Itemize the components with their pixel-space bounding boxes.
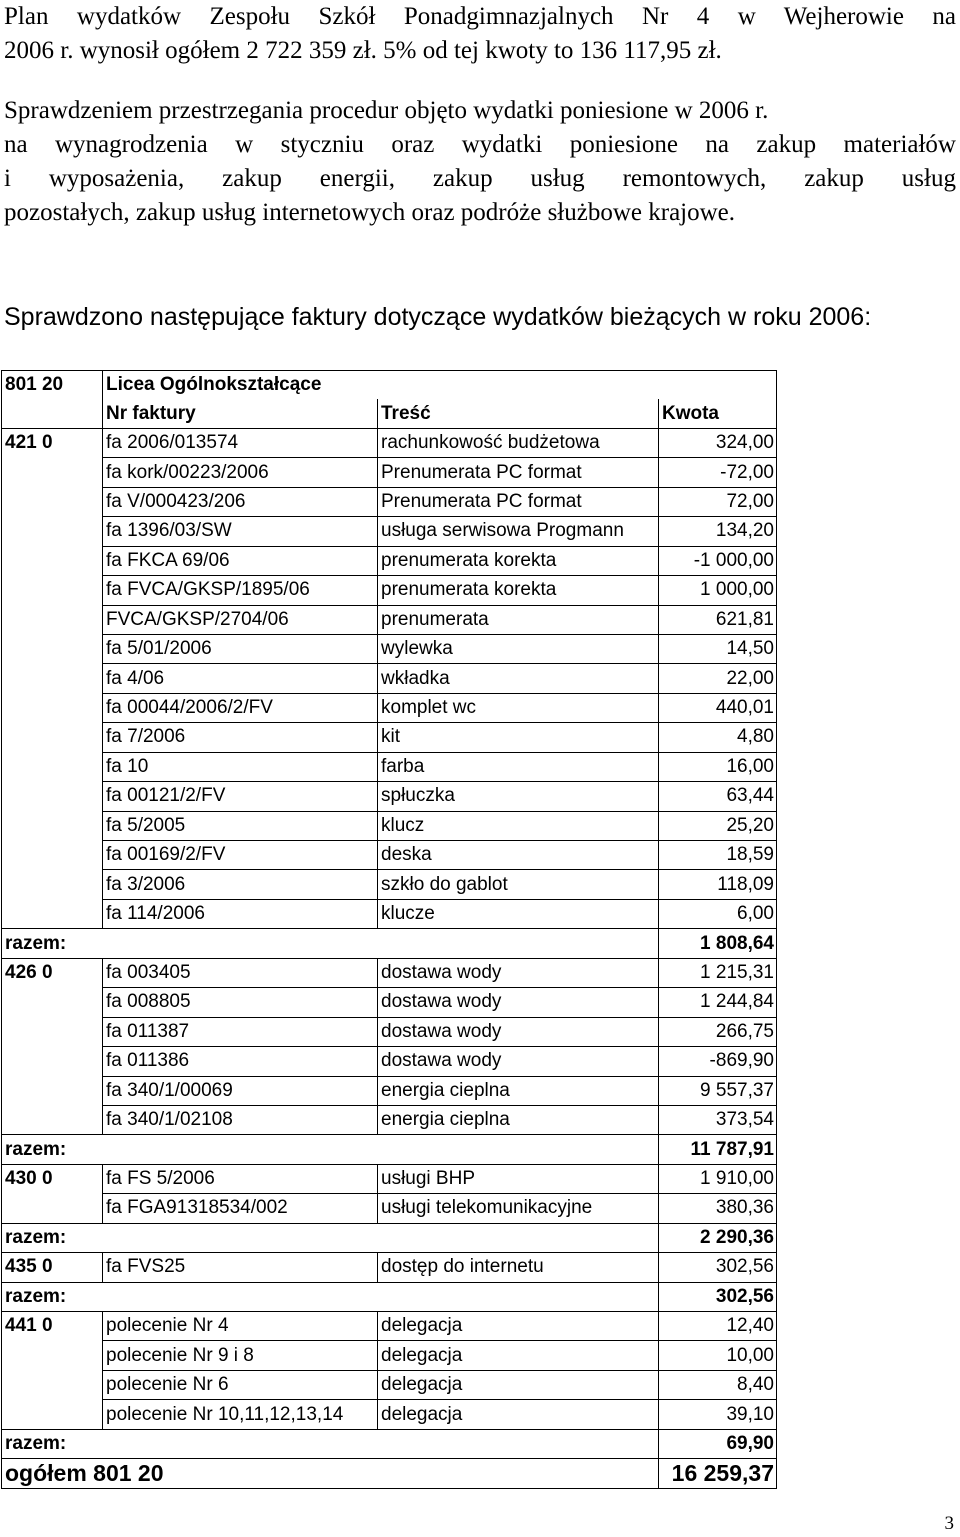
- scope-line: Sprawdzeniem przestrzegania procedur objęto wydatki poniesione w 2006 r.: [4, 97, 769, 124]
- account-code-empty: [2, 1105, 103, 1134]
- invoice-content: wkładka: [378, 664, 659, 693]
- table-row: [2, 634, 777, 663]
- table-row: [2, 811, 777, 840]
- section-total-spacer: [103, 1282, 378, 1311]
- invoices-table: [1, 370, 777, 1489]
- section-total-amount: 2 290,36: [659, 1223, 777, 1252]
- account-code-empty: [2, 546, 103, 575]
- account-code: 430 0: [2, 1164, 103, 1193]
- account-code-empty: [2, 1047, 103, 1076]
- invoice-amount: 39,10: [659, 1400, 777, 1429]
- table-row: [2, 546, 777, 575]
- account-code-empty: [2, 517, 103, 546]
- account-code-empty: [2, 899, 103, 928]
- invoice-amount: 266,75: [659, 1017, 777, 1046]
- invoice-amount: 380,36: [659, 1194, 777, 1223]
- invoice-number: fa 1396/03/SW: [103, 517, 378, 546]
- invoice-content: delegacja: [378, 1370, 659, 1399]
- section-total-spacer: [103, 929, 378, 958]
- invoice-content: prenumerata korekta: [378, 546, 659, 575]
- invoices-table-body: [2, 371, 777, 1489]
- section-total-row: [2, 1282, 777, 1311]
- section-total-amount: 1 808,64: [659, 929, 777, 958]
- invoice-number: fa 2006/013574: [103, 428, 378, 457]
- account-code-empty: [2, 458, 103, 487]
- table-row: [2, 752, 777, 781]
- grand-total-row: [2, 1459, 777, 1488]
- invoice-content: dostawa wody: [378, 1017, 659, 1046]
- invoice-number: fa 011387: [103, 1017, 378, 1046]
- invoice-amount: 18,59: [659, 841, 777, 870]
- section-total-label: razem:: [2, 1429, 103, 1458]
- account-code-empty: [2, 1400, 103, 1429]
- account-code-empty: [2, 782, 103, 811]
- invoice-number: polecenie Nr 10,11,12,13,14: [103, 1400, 378, 1429]
- account-code-empty: [2, 576, 103, 605]
- table-row: [2, 958, 777, 987]
- invoice-content: deska: [378, 841, 659, 870]
- table-row: [2, 1194, 777, 1223]
- invoice-amount: 72,00: [659, 487, 777, 516]
- invoice-number: fa 340/1/02108: [103, 1105, 378, 1134]
- table-row: [2, 428, 777, 457]
- invoice-content: rachunkowość budżetowa: [378, 428, 659, 457]
- invoice-amount: 12,40: [659, 1312, 777, 1341]
- invoice-amount: 63,44: [659, 782, 777, 811]
- section-total-spacer: [103, 1135, 378, 1164]
- invoice-content: delegacja: [378, 1400, 659, 1429]
- section-total-label: razem:: [2, 1135, 103, 1164]
- invoice-number: fa FGA91318534/002: [103, 1194, 378, 1223]
- invoice-content: szkło do gablot: [378, 870, 659, 899]
- table-row: [2, 1076, 777, 1105]
- account-code-empty: [2, 605, 103, 634]
- table-row: [2, 1047, 777, 1076]
- table-row: [2, 1164, 777, 1193]
- account-code-empty: [2, 487, 103, 516]
- account-code-empty: [2, 693, 103, 722]
- account-code-empty: [2, 634, 103, 663]
- scope-line: pozostałych, zakup usług internetowych oraz podróże służbowe krajowe.: [4, 199, 736, 226]
- invoice-content: farba: [378, 752, 659, 781]
- invoice-number: fa 011386: [103, 1047, 378, 1076]
- section-total-spacer: [378, 1223, 659, 1252]
- invoice-amount: 1 244,84: [659, 988, 777, 1017]
- section-total-row: [2, 1429, 777, 1458]
- invoice-amount: 10,00: [659, 1341, 777, 1370]
- table-row: [2, 664, 777, 693]
- invoice-amount: 134,20: [659, 517, 777, 546]
- invoice-content: energia cieplna: [378, 1105, 659, 1134]
- invoice-amount: -1 000,00: [659, 546, 777, 575]
- account-code: 441 0: [2, 1312, 103, 1341]
- section-total-spacer: [103, 1223, 378, 1252]
- invoice-amount: 1 000,00: [659, 576, 777, 605]
- invoice-amount: 302,56: [659, 1253, 777, 1282]
- chapter-name: Licea Ogólnokształcące: [103, 371, 777, 400]
- section-total-amount: 11 787,91: [659, 1135, 777, 1164]
- section-total-row: [2, 929, 777, 958]
- section-total-label: razem:: [2, 1282, 103, 1311]
- section-total-spacer: [378, 1429, 659, 1458]
- scope-line: na wynagrodzenia w styczniu oraz wydatki poniesione na zakup materiałów: [4, 131, 956, 158]
- invoice-amount: 6,00: [659, 899, 777, 928]
- invoice-number: polecenie Nr 4: [103, 1312, 378, 1341]
- invoice-number: fa 4/06: [103, 664, 378, 693]
- invoice-number: fa 5/01/2006: [103, 634, 378, 663]
- table-row: [2, 487, 777, 516]
- table-row: [2, 458, 777, 487]
- invoice-amount: 16,00: [659, 752, 777, 781]
- invoice-number: fa 114/2006: [103, 899, 378, 928]
- table-row: [2, 693, 777, 722]
- table-row: [2, 1017, 777, 1046]
- invoice-content: delegacja: [378, 1312, 659, 1341]
- invoice-number: fa 008805: [103, 988, 378, 1017]
- section-total-label: razem:: [2, 1223, 103, 1252]
- invoice-amount: 8,40: [659, 1370, 777, 1399]
- invoice-number: FVCA/GKSP/2704/06: [103, 605, 378, 634]
- invoice-number: fa FKCA 69/06: [103, 546, 378, 575]
- invoice-number: fa 10: [103, 752, 378, 781]
- section-total-spacer: [103, 1429, 378, 1458]
- invoice-content: klucz: [378, 811, 659, 840]
- invoice-amount: 621,81: [659, 605, 777, 634]
- table-row: [2, 605, 777, 634]
- chapter-code: 801 20: [2, 371, 103, 400]
- invoice-number: fa V/000423/206: [103, 487, 378, 516]
- invoice-amount: 4,80: [659, 723, 777, 752]
- invoice-content: delegacja: [378, 1341, 659, 1370]
- invoice-number: fa 00044/2006/2/FV: [103, 693, 378, 722]
- invoice-content: Prenumerata PC format: [378, 458, 659, 487]
- account-code-empty: [2, 664, 103, 693]
- account-code-empty: [2, 811, 103, 840]
- section-total-label: razem:: [2, 929, 103, 958]
- table-row: [2, 1312, 777, 1341]
- table-row: [2, 517, 777, 546]
- header-amount: Kwota: [659, 399, 777, 428]
- intro-line: Plan wydatków Zespołu Szkół Ponadgimnazjalnych Nr 4 w Wejherowie na: [4, 3, 956, 30]
- invoice-amount: 14,50: [659, 634, 777, 663]
- invoices-intro: Sprawdzono następujące faktury dotyczące wydatków bieżących w roku 2006:: [4, 303, 872, 331]
- invoice-number: fa 00169/2/FV: [103, 841, 378, 870]
- invoice-amount: 118,09: [659, 870, 777, 899]
- invoice-number: polecenie Nr 9 i 8: [103, 1341, 378, 1370]
- section-total-row: [2, 1135, 777, 1164]
- invoice-content: dostawa wody: [378, 958, 659, 987]
- section-total-row: [2, 1223, 777, 1252]
- table-row: [2, 899, 777, 928]
- intro-line: 2006 r. wynosił ogółem 2 722 359 zł. 5% od tej kwoty to 136 117,95 zł.: [4, 37, 722, 64]
- table-row: [2, 870, 777, 899]
- invoice-content: usługi telekomunikacyjne: [378, 1194, 659, 1223]
- invoice-amount: 373,54: [659, 1105, 777, 1134]
- invoice-content: dostęp do internetu: [378, 1253, 659, 1282]
- invoice-content: usługi BHP: [378, 1164, 659, 1193]
- invoice-number: fa 00121/2/FV: [103, 782, 378, 811]
- account-code-empty: [2, 723, 103, 752]
- account-code-empty: [2, 1370, 103, 1399]
- account-code-empty: [2, 870, 103, 899]
- section-total-spacer: [378, 1282, 659, 1311]
- invoice-content: energia cieplna: [378, 1076, 659, 1105]
- invoice-amount: 9 557,37: [659, 1076, 777, 1105]
- invoice-amount: 22,00: [659, 664, 777, 693]
- invoice-amount: 1 215,31: [659, 958, 777, 987]
- table-row: [2, 988, 777, 1017]
- invoice-amount: -869,90: [659, 1047, 777, 1076]
- invoice-content: Prenumerata PC format: [378, 487, 659, 516]
- table-row: [2, 576, 777, 605]
- account-code-empty: [2, 1341, 103, 1370]
- account-code-empty: [2, 841, 103, 870]
- invoice-content: spłuczka: [378, 782, 659, 811]
- grand-total-amount: 16 259,37: [659, 1459, 777, 1488]
- table-row: [2, 1253, 777, 1282]
- account-code-empty: [2, 1076, 103, 1105]
- account-code-empty: [2, 988, 103, 1017]
- section-total-spacer: [378, 929, 659, 958]
- invoice-number: fa kork/00223/2006: [103, 458, 378, 487]
- invoice-amount: 1 910,00: [659, 1164, 777, 1193]
- account-code: 426 0: [2, 958, 103, 987]
- page-number: 3: [944, 1513, 954, 1534]
- invoice-content: komplet wc: [378, 693, 659, 722]
- invoice-number: fa 5/2005: [103, 811, 378, 840]
- header-row: [2, 399, 777, 428]
- invoice-content: wylewka: [378, 634, 659, 663]
- grand-total-label: ogółem 801 20: [2, 1459, 659, 1488]
- invoice-number: fa 340/1/00069: [103, 1076, 378, 1105]
- invoice-amount: 324,00: [659, 428, 777, 457]
- section-total-amount: 302,56: [659, 1282, 777, 1311]
- intro-paragraph: [4, 0, 956, 68]
- invoice-amount: 25,20: [659, 811, 777, 840]
- invoice-content: dostawa wody: [378, 988, 659, 1017]
- header-invoice: Nr faktury: [103, 399, 378, 428]
- invoice-content: kit: [378, 723, 659, 752]
- table-row: [2, 1370, 777, 1399]
- scope-line: i wyposażenia, zakup energii, zakup usług remontowych, zakup usług: [4, 165, 956, 192]
- table-row: [2, 782, 777, 811]
- invoice-number: polecenie Nr 6: [103, 1370, 378, 1399]
- table-row: [2, 1400, 777, 1429]
- account-code-empty: [2, 1017, 103, 1046]
- invoice-number: fa 3/2006: [103, 870, 378, 899]
- invoice-number: fa FS 5/2006: [103, 1164, 378, 1193]
- account-code: 421 0: [2, 428, 103, 457]
- invoice-amount: 440,01: [659, 693, 777, 722]
- table-row: [2, 1105, 777, 1134]
- invoice-number: fa FVS25: [103, 1253, 378, 1282]
- invoice-amount: -72,00: [659, 458, 777, 487]
- header-content: Treść: [378, 399, 659, 428]
- invoice-content: klucze: [378, 899, 659, 928]
- invoice-number: fa FVCA/GKSP/1895/06: [103, 576, 378, 605]
- invoice-content: dostawa wody: [378, 1047, 659, 1076]
- section-total-amount: 69,90: [659, 1429, 777, 1458]
- scope-paragraph: [4, 94, 956, 230]
- invoice-number: fa 7/2006: [103, 723, 378, 752]
- chapter-row: [2, 371, 777, 400]
- invoice-content: prenumerata korekta: [378, 576, 659, 605]
- table-row: [2, 841, 777, 870]
- invoice-content: usługa serwisowa Progmann: [378, 517, 659, 546]
- header-spacer: [2, 399, 103, 428]
- table-row: [2, 1341, 777, 1370]
- invoice-content: prenumerata: [378, 605, 659, 634]
- invoice-number: fa 003405: [103, 958, 378, 987]
- section-total-spacer: [378, 1135, 659, 1164]
- table-row: [2, 723, 777, 752]
- account-code-empty: [2, 752, 103, 781]
- account-code-empty: [2, 1194, 103, 1223]
- account-code: 435 0: [2, 1253, 103, 1282]
